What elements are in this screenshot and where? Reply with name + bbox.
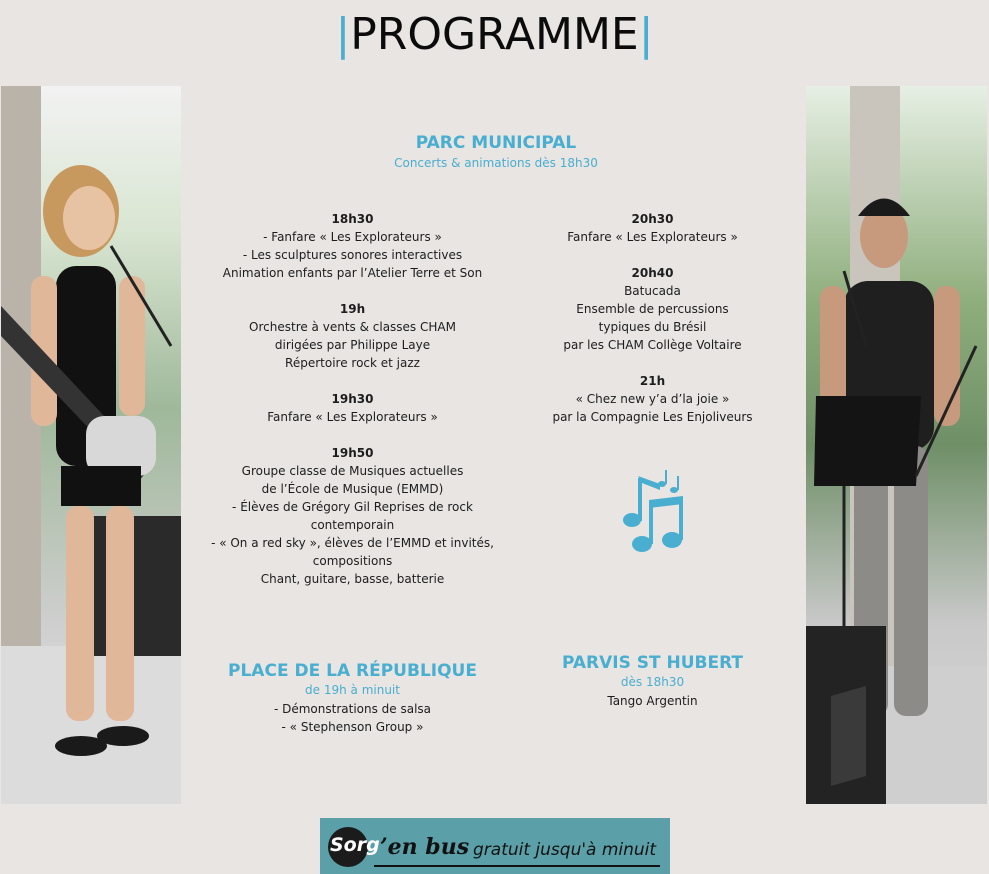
page-title	[0, 6, 989, 64]
parc-subtitle: Concerts & animations dès 18h30	[394, 156, 598, 170]
schedule-time: 19h50	[331, 446, 374, 460]
hubert-line: Tango Argentin	[607, 694, 698, 708]
republique-lines	[200, 700, 505, 736]
parc-left-column	[200, 210, 505, 606]
schedule-block	[525, 372, 780, 426]
bus-brand-text: ’en bus	[380, 834, 470, 860]
schedule-block	[200, 210, 505, 282]
schedule-line: Chant, guitare, basse, batterie	[260, 572, 445, 586]
schedule-time: 18h30	[331, 212, 374, 226]
music-notes-icon	[620, 470, 688, 554]
bus-banner	[320, 818, 670, 874]
schedule-line: Batucada	[624, 284, 681, 298]
schedule-line: - Les sculptures sonores interactives	[242, 248, 463, 262]
schedule-line: par la Compagnie Les Enjoliveurs	[552, 410, 753, 424]
bus-tagline: gratuit jusqu'à minuit	[473, 840, 657, 860]
title-bar-left: |	[335, 9, 351, 60]
schedule-line: - Fanfare « Les Explorateurs »	[263, 230, 442, 244]
bus-logo-text: Sorg	[330, 834, 380, 856]
schedule-line: - « On a red sky », élèves de l’EMMD et invités,	[211, 536, 494, 550]
schedule-line: Fanfare « Les Explorateurs »	[567, 230, 738, 244]
republique-line: - « Stephenson Group »	[281, 720, 424, 734]
schedule-line: « Chez new y’a d’la joie »	[575, 392, 730, 406]
photo-guitarist-drawing	[1, 86, 181, 804]
hubert-title: PARVIS ST HUBERT	[561, 653, 744, 673]
schedule-time: 21h	[639, 374, 666, 388]
schedule-line: Fanfare « Les Explorateurs »	[267, 410, 438, 424]
title-text: PROGRAMME	[350, 9, 639, 60]
schedule-line: - Élèves de Grégory Gil Reprises de rock	[232, 500, 473, 514]
schedule-line: Groupe classe de Musiques actuelles	[241, 464, 464, 478]
schedule-time: 19h30	[331, 392, 374, 406]
schedule-line: Animation enfants par l’Atelier Terre et Son	[222, 266, 483, 280]
schedule-line: de l’École de Musique (EMMD)	[261, 482, 444, 496]
schedule-block	[200, 300, 505, 372]
bus-underline	[374, 865, 660, 867]
parc-right-column	[525, 210, 780, 444]
republique-title: PLACE DE LA RÉPUBLIQUE	[228, 661, 477, 681]
schedule-line: contemporain	[310, 518, 395, 532]
schedule-block	[200, 444, 505, 588]
schedule-line: Ensemble de percussions	[576, 302, 729, 316]
schedule-time: 20h30	[631, 212, 674, 226]
schedule-line: par les CHAM Collège Voltaire	[563, 338, 742, 352]
republique-subtitle: de 19h à minuit	[305, 683, 400, 697]
parc-title: PARC MUNICIPAL	[415, 133, 577, 153]
schedule-line: Orchestre à vents & classes CHAM	[249, 320, 456, 334]
schedule-time: 20h40	[631, 266, 674, 280]
schedule-block	[525, 264, 780, 354]
photo-guitarist	[1, 86, 181, 804]
schedule-line: dirigées par Philippe Laye	[274, 338, 431, 352]
title-bar-right: |	[638, 9, 654, 60]
schedule-block	[525, 210, 780, 246]
schedule-line: typiques du Brésil	[598, 320, 707, 334]
hubert-lines	[525, 692, 780, 710]
hubert-subtitle: dès 18h30	[620, 675, 685, 689]
schedule-time: 19h	[339, 302, 366, 316]
schedule-line: Répertoire rock et jazz	[285, 356, 420, 370]
republique-line: - Démonstrations de salsa	[273, 702, 432, 716]
schedule-line: compositions	[312, 554, 393, 568]
photo-singer	[806, 86, 987, 804]
schedule-block	[200, 390, 505, 426]
photo-singer-drawing	[806, 86, 987, 804]
